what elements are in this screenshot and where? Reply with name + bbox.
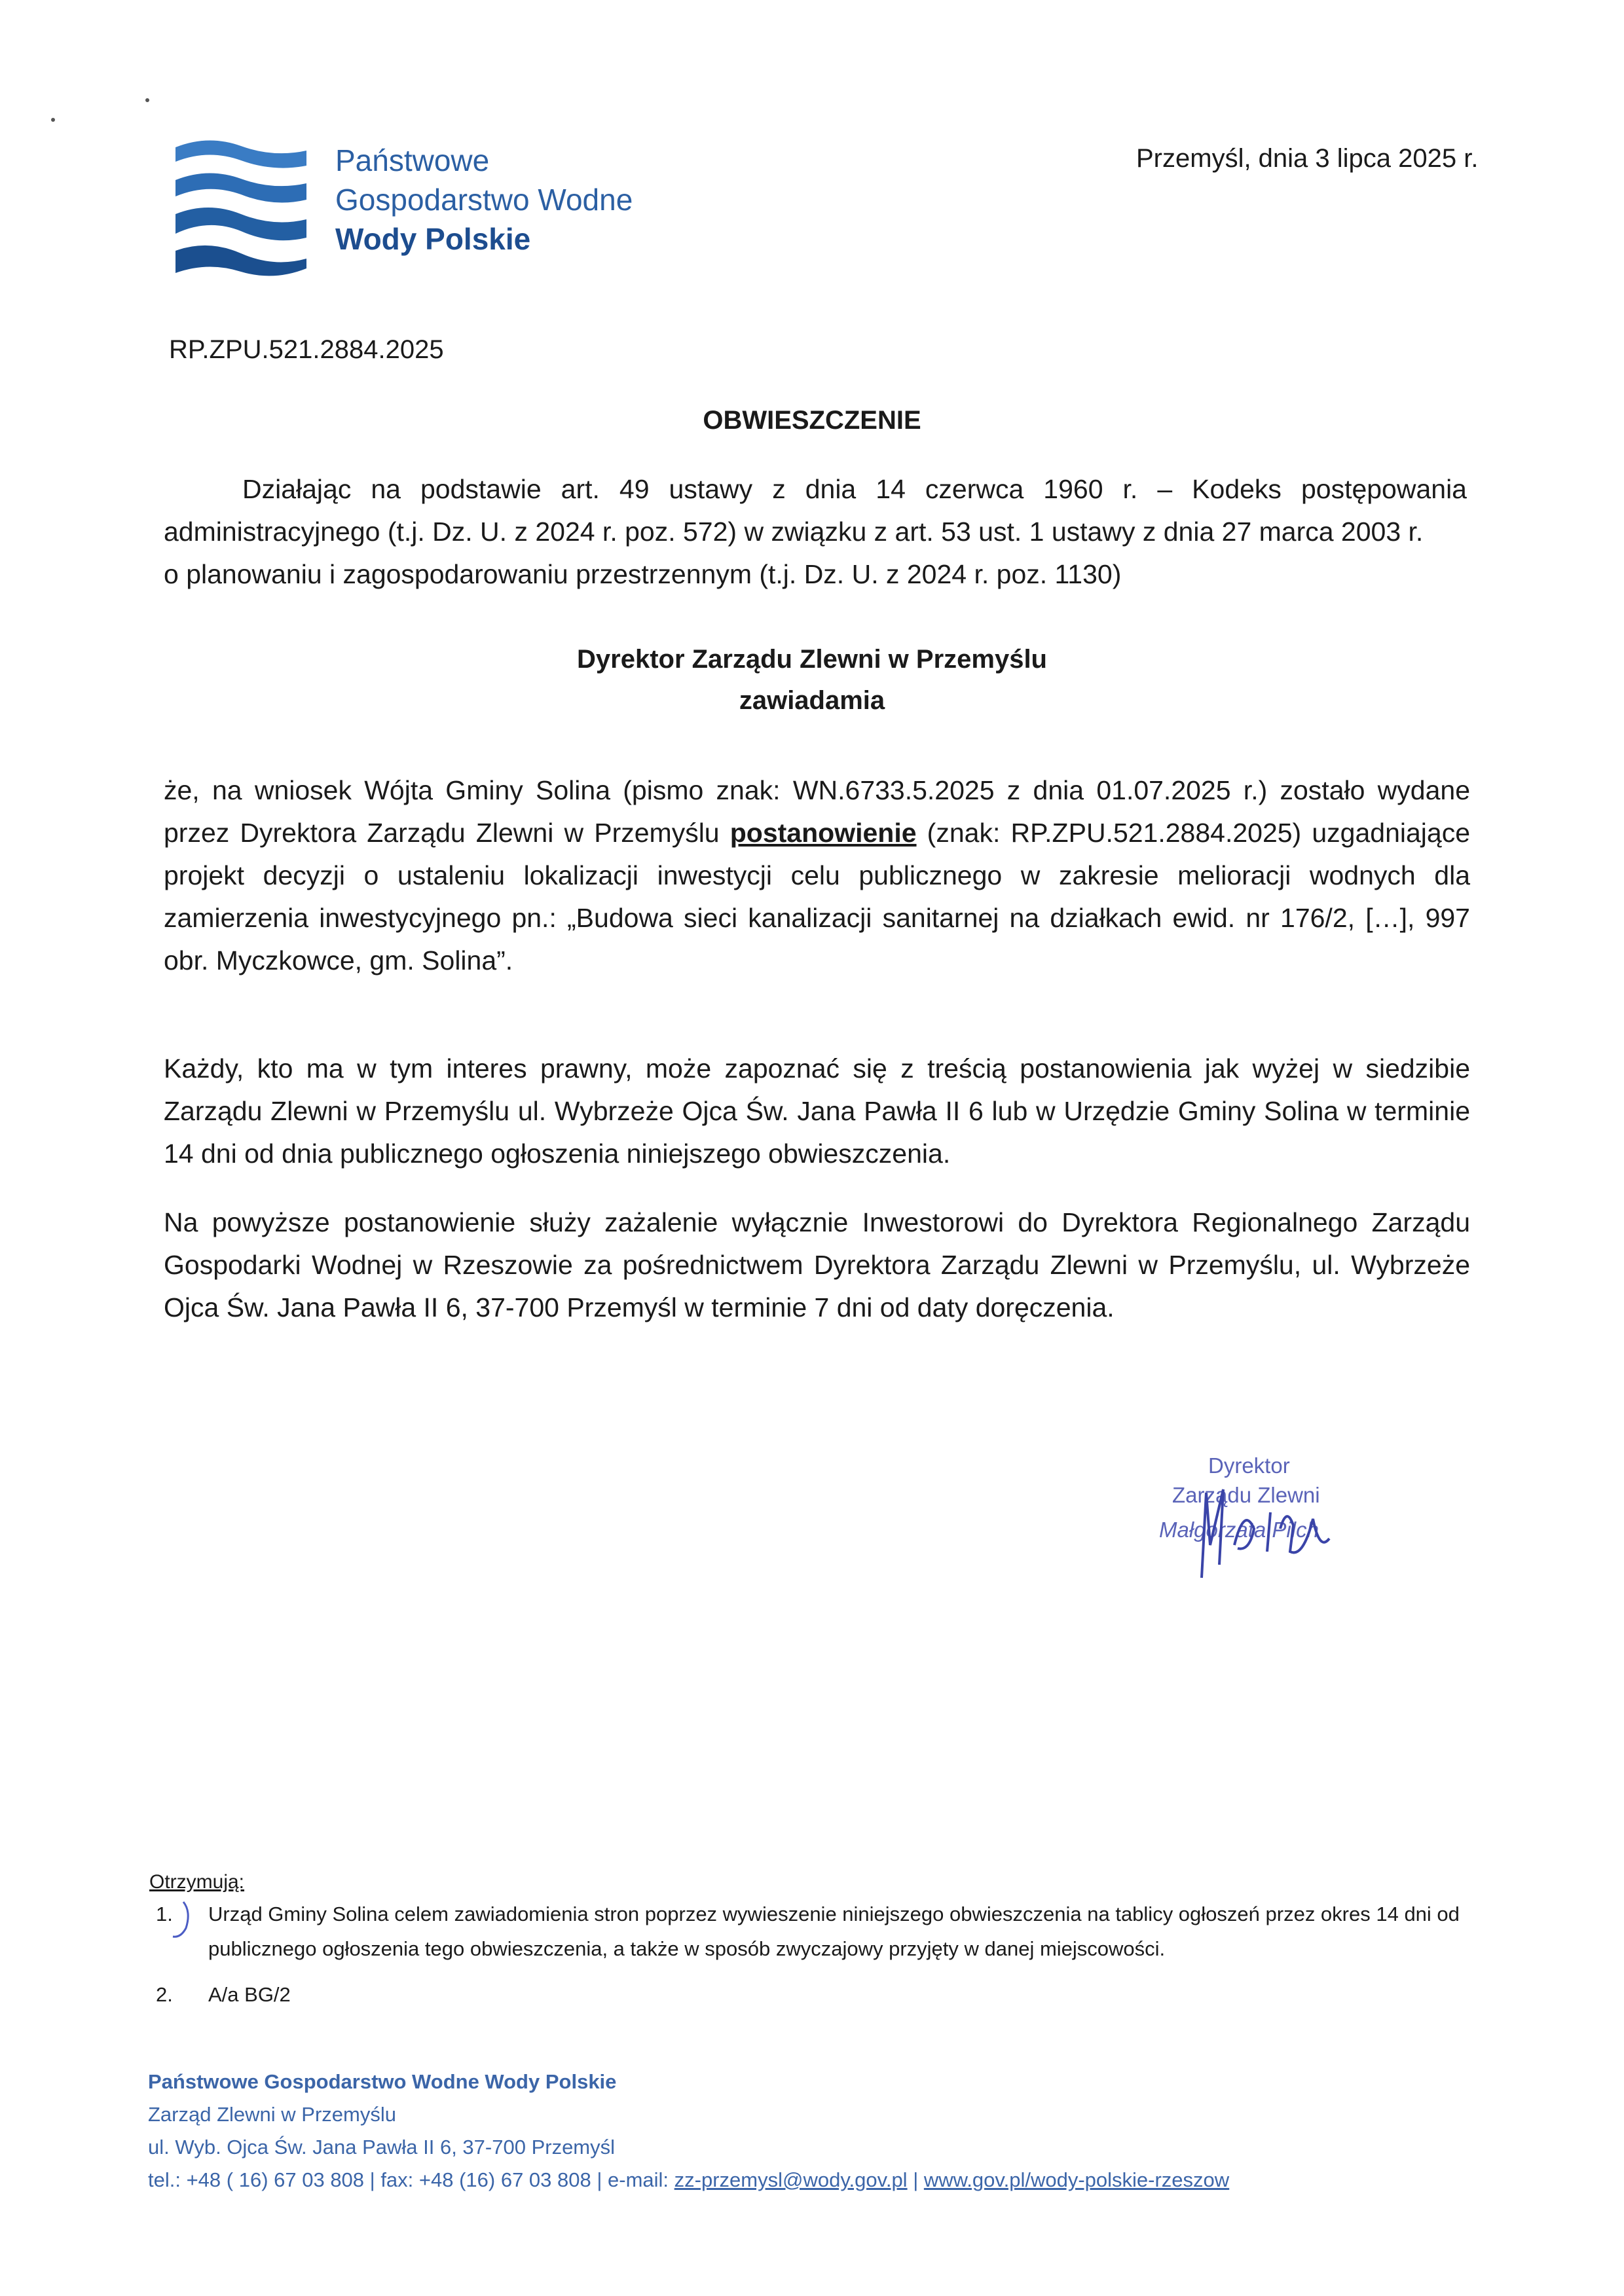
appeal-text: Na powyższe postanowienie służy zażalenie wyłącznie Inwestorowi do Dyrektora Regionalnego Zarządu Gospodarki Wodnej w Rzeszowie za pośrednictwem Dyrektora Zarządu Zlewni w Przemyślu, ul. Wybrzeże Ojca Św. Jana Pawła II 6, 37-700 Przemyśl w terminie 7 dni od daty doręczenia. [164, 1207, 1470, 1322]
logo-line-2: Gospodarstwo Wodne [335, 183, 633, 217]
footer-email-link[interactable]: zz-przemysl@wody.gov.pl [674, 2168, 908, 2191]
recipient-text: A/a BG/2 [208, 1983, 291, 2006]
decision-text-end: (znak: RP.ZPU.521.2884.2025) uzgadniające projekt decyzji o ustaleniu lokalizacji inwestycji celu publicznego w zakresie melioracji wodnych dla zamierzenia inwestycyjnego pn.: „Budowa sieci kanalizacji sanitarnej na działkach ewid. nr 176/2, […], 997 obr. Myczkowce, gm. Solina”. [164, 818, 1470, 975]
decision-emphasis: postanowienie [729, 818, 917, 848]
footer-website-link[interactable]: www.gov.pl/wody-polskie-rzeszow [923, 2168, 1230, 2191]
footer-address: ul. Wyb. Ojca Św. Jana Pawła II 6, 37-700 Przemyśl [148, 2136, 616, 2159]
recipient-number: 2. [156, 1983, 173, 2006]
logo-line-3: Wody Polskie [335, 222, 531, 256]
wave-logo-icon [169, 134, 313, 282]
decision-paragraph [164, 769, 1470, 982]
director-heading: Dyrektor Zarządu Zlewni w Przemyślu [577, 645, 1047, 674]
recipient-text: Urząd Gminy Solina celem zawiadomienia stron poprzez wywieszenie niniejszego obwieszczenia na tablicy ogłoszeń przez okres 14 dni od publicznego ogłoszenia tego obwieszczenia, a także w sposób zwyczajowy przyjęty w danej miejscowości. [208, 1903, 1460, 1960]
handwritten-check-icon [172, 1899, 198, 1944]
footer-unit: Zarząd Zlewni w Przemyślu [148, 2103, 396, 2126]
scan-mark [145, 98, 149, 102]
organization-logo-text [335, 141, 633, 259]
document-date: Przemyśl, dnia 3 lipca 2025 r. [1136, 144, 1479, 173]
handwritten-signature [1172, 1467, 1356, 1597]
recipients-heading: Otrzymują: [149, 1871, 245, 1893]
notifies-heading: zawiadamia [739, 686, 885, 715]
reference-number: RP.ZPU.521.2884.2025 [169, 335, 444, 364]
scan-mark [51, 118, 55, 122]
legal-basis-text-cont: o planowaniu i zagospodarowaniu przestrzennym (t.j. Dz. U. z 2024 r. poz. 1130) [164, 559, 1122, 589]
decision-text-start: że, na wniosek Wójta Gminy Solina (pismo znak: WN.6733.5.2025 z dnia 01.07.2025 r.) zostało wydane przez Dyrektora Zarządu Zlewni w Przemyślu [164, 775, 1470, 848]
document-title: OBWIESZCZENIE [703, 406, 921, 435]
access-text: Każdy, kto ma w tym interes prawny, może zapoznać się z treścią postanowienia jak wyżej w siedzibie Zarządu Zlewni w Przemyślu ul. Wybrzeże Ojca Św. Jana Pawła II 6 lub w Urzędzie Gminy Solina w terminie 14 dni od dnia publicznego ogłoszenia niniejszego obwieszczenia. [164, 1053, 1470, 1169]
stamp-line-1: Dyrektor [1208, 1453, 1290, 1478]
stamp-line-2: Zarządu Zlewni [1172, 1483, 1320, 1507]
appeal-paragraph [164, 1201, 1470, 1329]
legal-basis-text: Działając na podstawie art. 49 ustawy z dnia 14 czerwca 1960 r. – Kodeks postępowania administracyjnego (t.j. Dz. U. z 2024 r. poz. 572) w związku z art. 53 ust. 1 ustawy z dnia 27 marca 2003 r. [164, 474, 1467, 547]
stamp-line-3: Małgorzata Pilch [1159, 1518, 1319, 1542]
recipient-number: 1. [156, 1903, 173, 1925]
footer-contact [148, 2164, 1229, 2196]
legal-basis-paragraph [164, 468, 1467, 596]
footer-phone-fax: tel.: +48 ( 16) 67 03 808 | fax: +48 (16) 67 03 808 | e-mail: [148, 2168, 674, 2191]
logo-line-1: Państwowe [335, 143, 490, 177]
footer-organization: Państwowe Gospodarstwo Wodne Wody Polskie [148, 2070, 617, 2093]
access-paragraph [164, 1048, 1470, 1175]
footer-separator: | [907, 2168, 924, 2191]
